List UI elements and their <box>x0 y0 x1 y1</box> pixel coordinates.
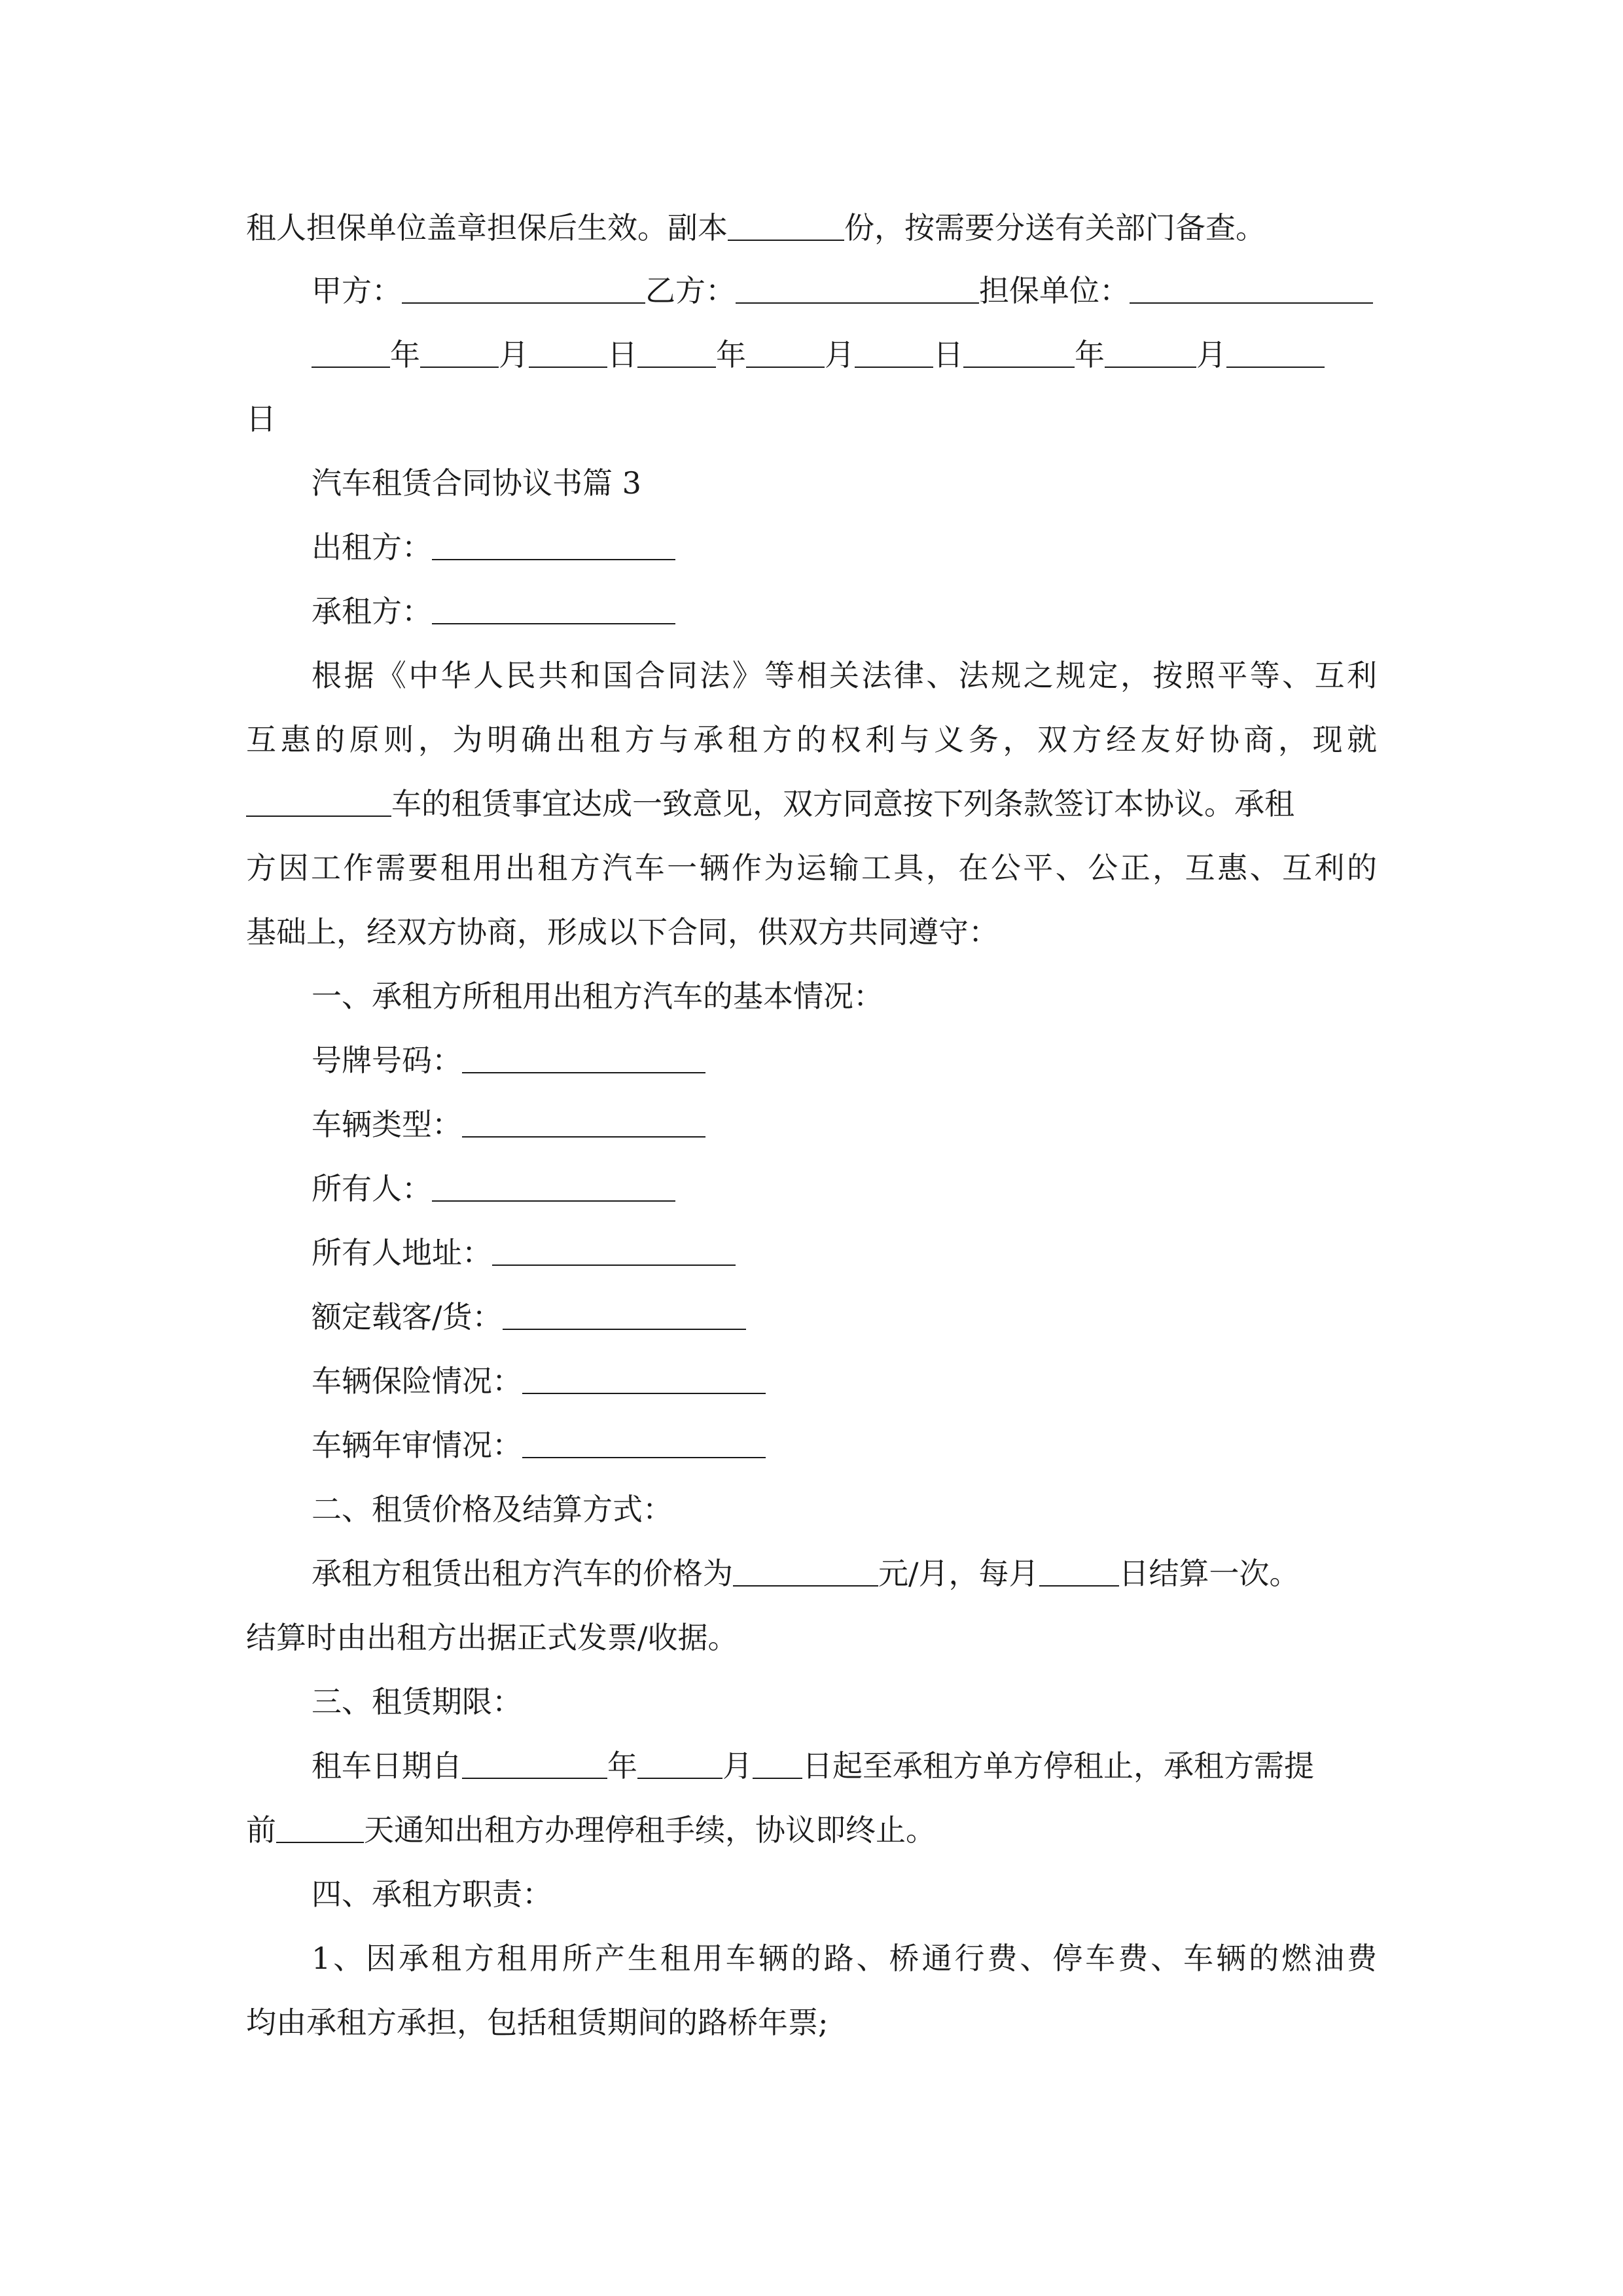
insurance-label: 车辆保险情况： <box>312 1363 522 1399</box>
price-line <box>312 1554 1300 1593</box>
day-label: 日 <box>246 401 276 437</box>
date-row <box>312 335 1325 374</box>
capacity-label: 额定载客/货： <box>312 1299 503 1335</box>
start-day-blank <box>753 1749 802 1779</box>
intro-line-5 <box>246 912 999 952</box>
start-month-blank <box>637 1749 722 1779</box>
text: 二、租赁价格及结算方式： <box>312 1492 673 1527</box>
text: 互惠的原则，为明确出租方与承租方的权利与义务，双方经友好协商，现就 <box>246 722 1377 757</box>
blank <box>855 338 933 368</box>
blank <box>963 338 1075 368</box>
text: 份，按需要分送有关部门备查。 <box>844 210 1266 245</box>
party-a-blank <box>402 274 645 304</box>
vehicle-type-field <box>312 1105 705 1144</box>
intro-line-3 <box>246 784 1294 823</box>
month-label: 月 <box>499 337 529 372</box>
text: 四、承租方职责： <box>312 1876 552 1912</box>
plate-blank <box>462 1043 705 1073</box>
intro-line-2 <box>246 720 1377 759</box>
party-a-label: 甲方： <box>312 273 402 308</box>
signature-row <box>312 271 1373 310</box>
text: 日结算一次。 <box>1118 1556 1300 1591</box>
guarantor-label: 担保单位： <box>979 273 1130 308</box>
intro-line-1 <box>312 656 1377 695</box>
text: 均由承租方承担，包括租赁期间的路桥年票; <box>246 2005 829 2040</box>
text: 车的租赁事宜达成一致意见，双方同意按下列条款签订本协议。承租 <box>391 786 1294 821</box>
text: 承租方租赁出租方汽车的价格为 <box>312 1556 733 1591</box>
lessee-label: 承租方： <box>312 594 432 629</box>
text: 租人担保单位盖章担保后生效。副本 <box>246 210 728 245</box>
lessor-label: 出租方： <box>312 529 432 565</box>
vehicle-type-label: 车辆类型： <box>312 1107 462 1142</box>
lessee-field <box>312 592 675 631</box>
paragraph-continuation <box>246 208 1266 247</box>
insurance-blank <box>522 1364 766 1394</box>
duty-item-1-line-2 <box>246 2003 829 2042</box>
text: 日起至承租方单方停租止，承租方需提 <box>802 1748 1314 1784</box>
blank <box>420 338 499 368</box>
blank <box>312 338 390 368</box>
text: 租车日期自 <box>312 1748 462 1784</box>
blank-copies <box>728 211 844 241</box>
lessor-blank <box>432 530 675 560</box>
notice-days-blank <box>276 1813 364 1843</box>
annual-review-blank <box>522 1428 766 1458</box>
owner-field <box>312 1169 675 1208</box>
day-label: 日 <box>607 337 637 372</box>
party-b-blank <box>736 274 979 304</box>
text: 年 <box>607 1748 637 1784</box>
capacity-blank <box>503 1300 746 1330</box>
section-title <box>312 463 641 503</box>
year-label: 年 <box>390 337 420 372</box>
insurance-field <box>312 1361 766 1401</box>
year-label: 年 <box>1075 337 1105 372</box>
settlement-line <box>246 1618 738 1657</box>
term-line-1 <box>312 1746 1314 1785</box>
text: 三、租赁期限： <box>312 1684 522 1719</box>
month-label: 月 <box>825 337 855 372</box>
party-b-label: 乙方： <box>645 273 736 308</box>
section2-title <box>312 1490 673 1529</box>
duty-item-1-line-1 <box>312 1939 1377 1978</box>
year-label: 年 <box>716 337 746 372</box>
lessor-field <box>312 528 675 567</box>
blank <box>1105 338 1196 368</box>
text: 1、因承租方租用所产生租用车辆的路、桥通行费、停车费、车辆的燃油费 <box>312 1941 1377 1976</box>
annual-review-field <box>312 1426 766 1465</box>
vehicle-type-blank <box>462 1107 705 1138</box>
text: 前 <box>246 1812 276 1848</box>
text: 结算时由出租方出据正式发票/收据。 <box>246 1620 738 1655</box>
text: 基础上，经双方协商，形成以下合同，供双方共同遵守： <box>246 914 999 950</box>
section-title-text: 汽车租赁合同协议书篇 3 <box>312 465 641 501</box>
vehicle-blank <box>246 787 391 817</box>
lessee-blank <box>432 594 675 624</box>
text: 天通知出租方办理停租手续，协议即终止。 <box>364 1812 936 1848</box>
owner-label: 所有人： <box>312 1171 432 1206</box>
price-blank <box>733 1556 878 1587</box>
owner-address-blank <box>492 1236 736 1266</box>
section1-title <box>312 977 883 1016</box>
blank <box>529 338 607 368</box>
text: 月 <box>722 1748 753 1784</box>
term-line-2 <box>246 1810 936 1850</box>
capacity-field <box>312 1297 746 1336</box>
text: 方因工作需要租用出租方汽车一辆作为运输工具，在公平、公正，互惠、互利的 <box>246 850 1377 886</box>
blank <box>746 338 825 368</box>
blank <box>1226 338 1325 368</box>
owner-address-label: 所有人地址： <box>312 1235 492 1270</box>
owner-blank <box>432 1172 675 1202</box>
plate-field <box>312 1041 705 1080</box>
text: 一、承租方所租用出租方汽车的基本情况： <box>312 978 883 1014</box>
guarantor-blank <box>1130 274 1373 304</box>
day-label: 日 <box>933 337 963 372</box>
month-label: 月 <box>1196 337 1226 372</box>
plate-label: 号牌号码： <box>312 1043 462 1078</box>
owner-address-field <box>312 1233 736 1272</box>
settlement-day-blank <box>1039 1556 1119 1587</box>
section3-title <box>312 1682 522 1721</box>
intro-line-4 <box>246 848 1377 888</box>
start-year-blank <box>462 1749 607 1779</box>
section4-title <box>312 1874 552 1914</box>
blank <box>637 338 716 368</box>
text: 元/月，每月 <box>878 1556 1039 1591</box>
text: 根据《中华人民共和国合同法》等相关法律、法规之规定，按照平等、互利 <box>312 658 1377 693</box>
annual-review-label: 车辆年审情况： <box>312 1427 522 1463</box>
date-row-continuation <box>246 399 276 439</box>
